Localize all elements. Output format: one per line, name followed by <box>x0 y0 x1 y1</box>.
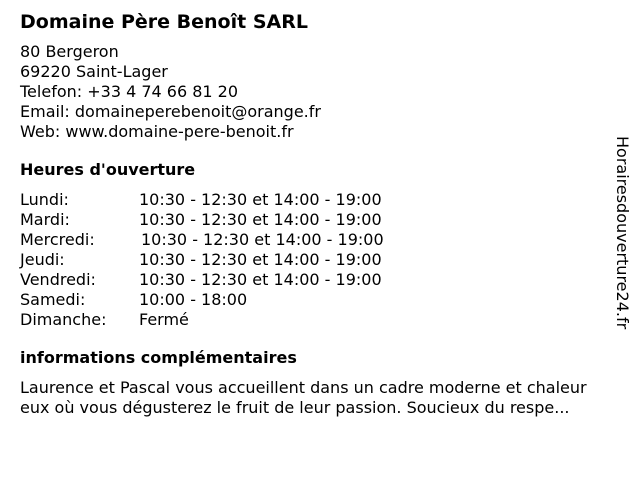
phone-line: Telefon: +33 4 74 66 81 20 <box>20 82 239 101</box>
hours-table <box>20 190 610 330</box>
hours-day: Samedi: <box>20 290 86 309</box>
hours-day: Mercredi: <box>20 230 95 249</box>
hours-time: Fermé <box>139 310 189 329</box>
hours-time: 10:30 - 12:30 et 14:00 - 19:00 <box>139 270 382 289</box>
info-description-line-2: eux où vous dégusterez le fruit de leur passion. Soucieux du respe... <box>20 398 570 417</box>
hours-heading: Heures d'ouverture <box>20 160 196 179</box>
hours-time: 10:30 - 12:30 et 14:00 - 19:00 <box>139 210 382 229</box>
business-name: Domaine Père Benoît SARL <box>20 11 308 33</box>
hours-time: 10:00 - 18:00 <box>139 290 248 309</box>
hours-row-tuesday <box>20 210 610 230</box>
info-heading: informations complémentaires <box>20 348 297 367</box>
info-description-line-1: Laurence et Pascal vous accueillent dans un cadre moderne et chaleur <box>20 378 587 397</box>
hours-row-thursday <box>20 250 610 270</box>
hours-row-wednesday <box>20 230 610 250</box>
hours-row-saturday <box>20 290 610 310</box>
hours-day: Mardi: <box>20 210 70 229</box>
hours-row-sunday <box>20 310 610 330</box>
email-line: Email: domaineperebenoit@orange.fr <box>20 102 321 121</box>
hours-day: Jeudi: <box>20 250 65 269</box>
web-line: Web: www.domaine-pere-benoit.fr <box>20 122 294 141</box>
watermark-text: Horairesdouverture24.fr <box>613 136 632 330</box>
address-city: 69220 Saint-Lager <box>20 62 168 81</box>
address-street: 80 Bergeron <box>20 42 119 61</box>
hours-time: 10:30 - 12:30 et 14:00 - 19:00 <box>139 250 382 269</box>
hours-day: Dimanche: <box>20 310 107 329</box>
business-card <box>20 10 610 418</box>
hours-row-friday <box>20 270 610 290</box>
hours-day: Lundi: <box>20 190 69 209</box>
hours-row-monday <box>20 190 610 210</box>
hours-time: 10:30 - 12:30 et 14:00 - 19:00 <box>139 190 382 209</box>
hours-day: Vendredi: <box>20 270 96 289</box>
hours-time: 10:30 - 12:30 et 14:00 - 19:00 <box>141 230 384 249</box>
